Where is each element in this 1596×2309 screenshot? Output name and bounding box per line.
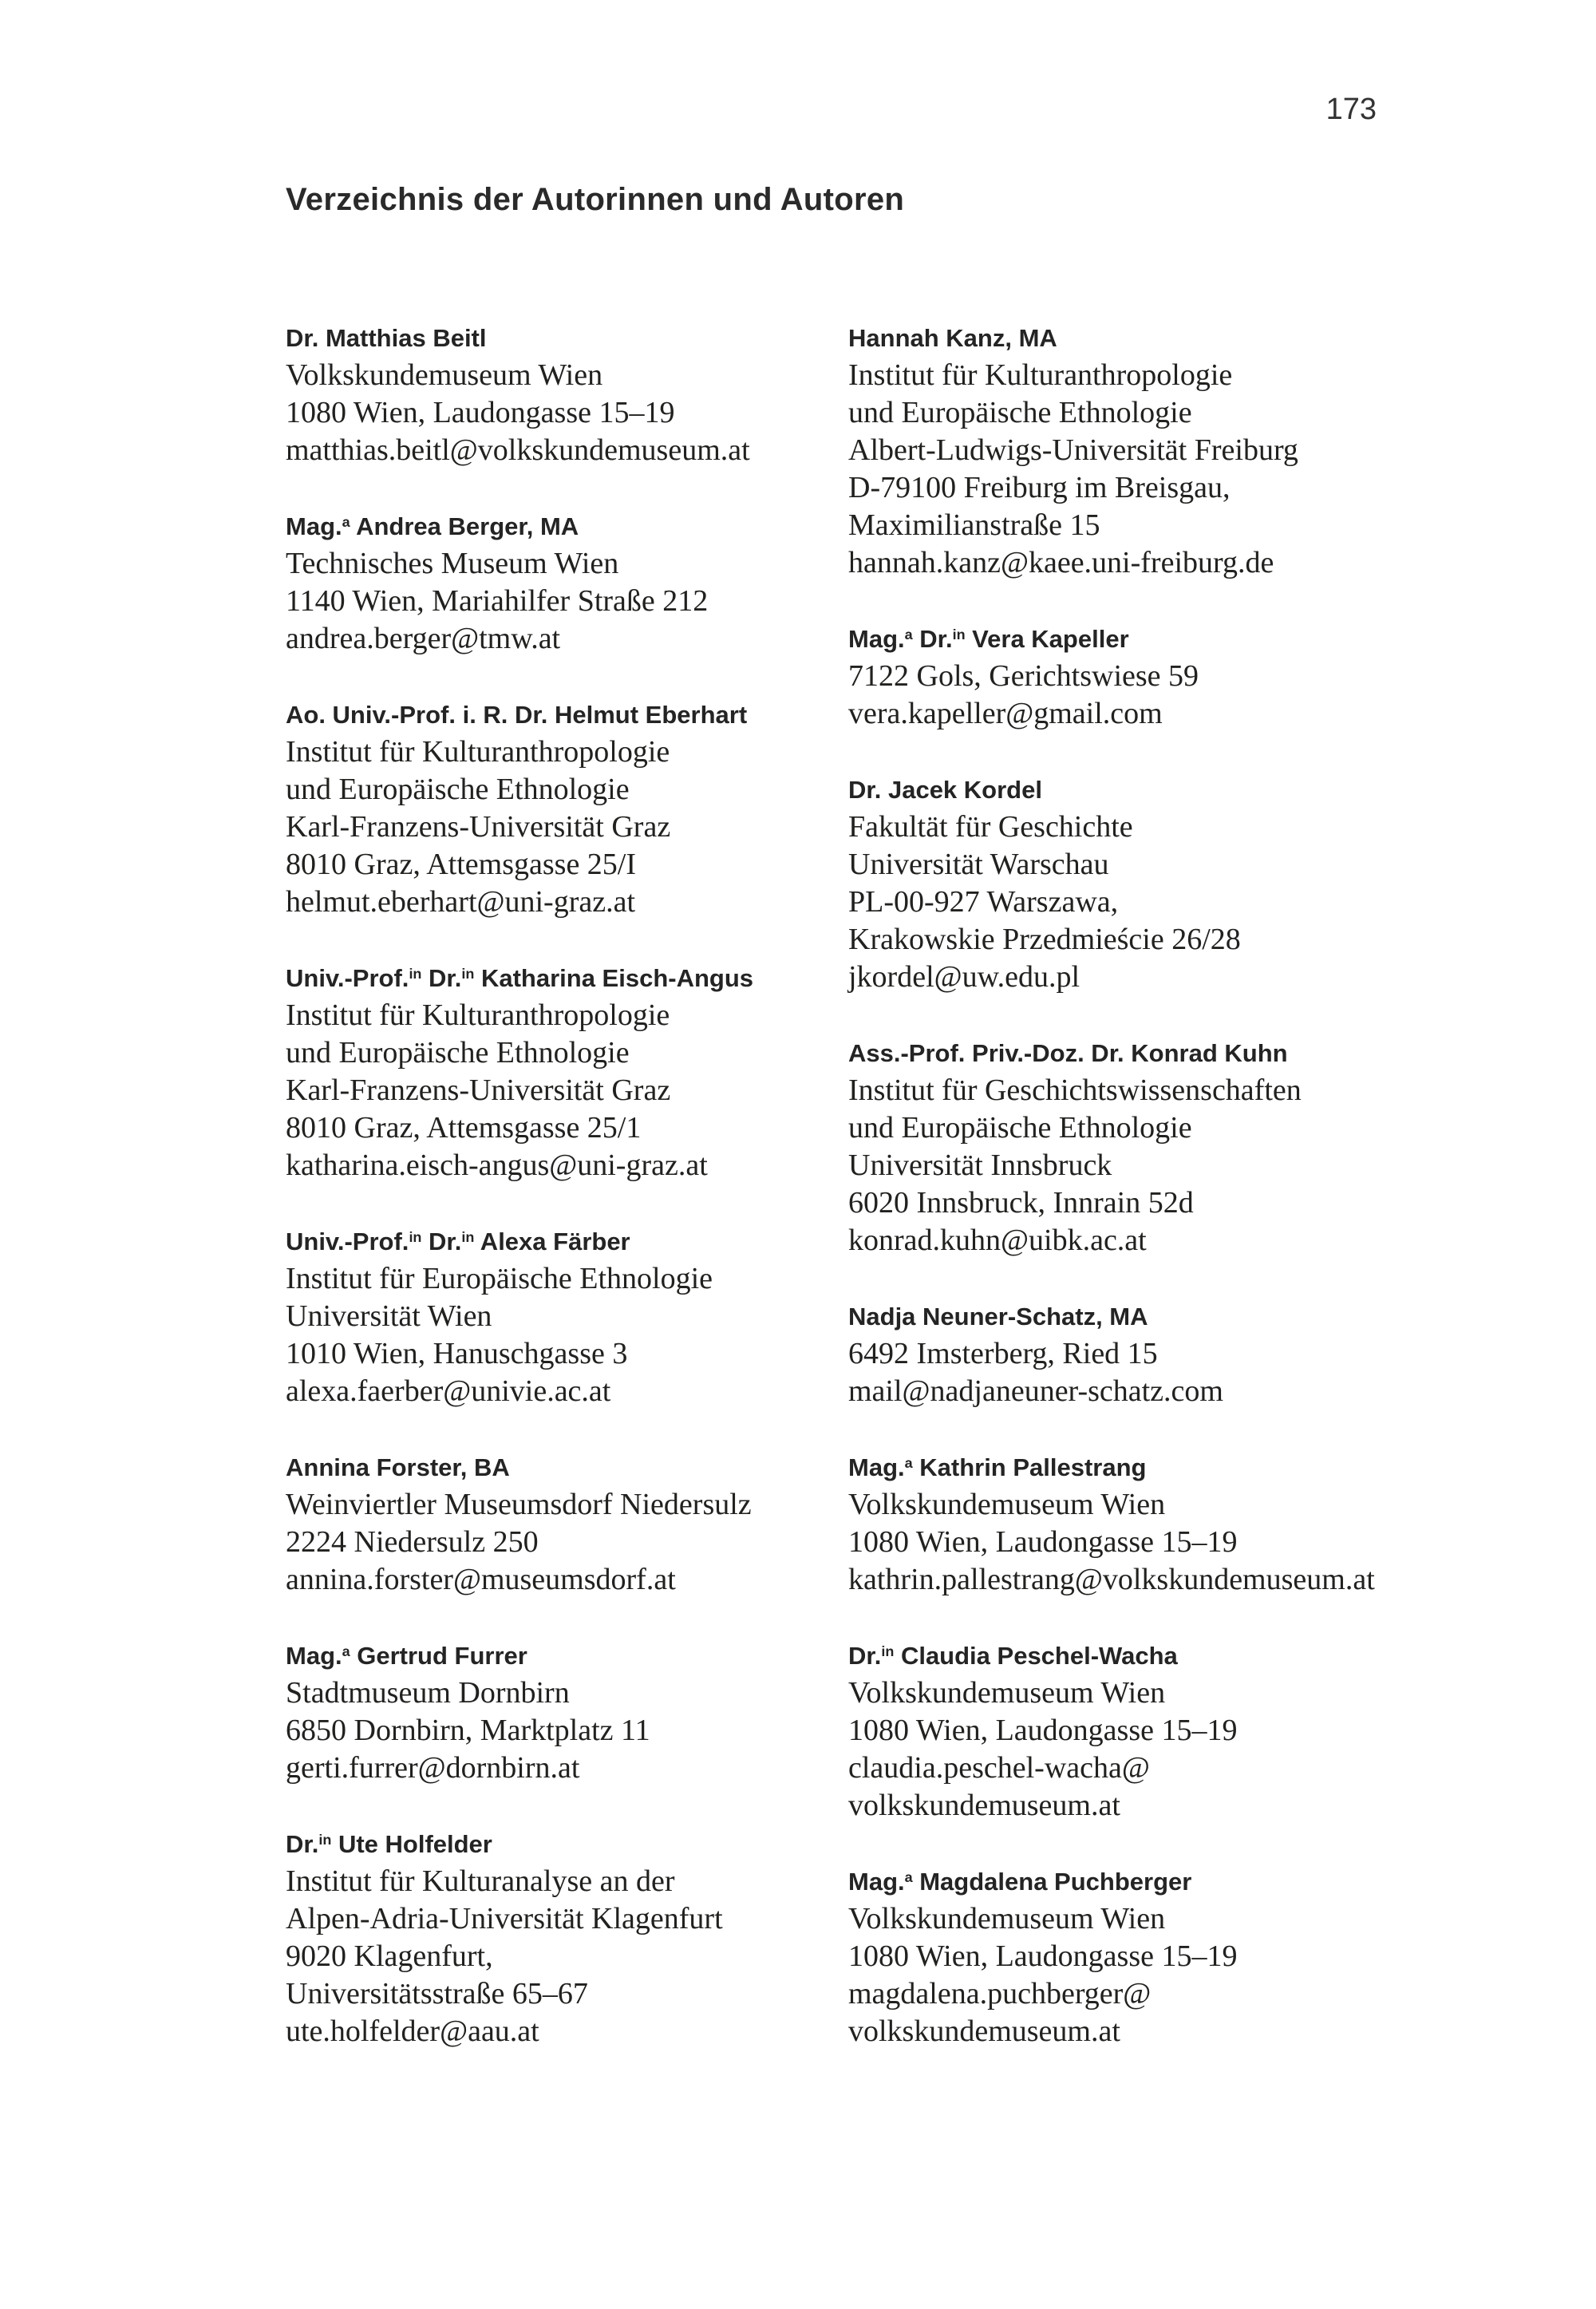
- left-column: [286, 319, 848, 2089]
- author-detail-line: 1080 Wien, Laudongasse 15–19: [286, 396, 675, 429]
- name-superscript: in: [409, 1229, 422, 1246]
- name-superscript: in: [318, 1832, 332, 1848]
- name-superscript: in: [409, 966, 422, 983]
- author-entry: [848, 1034, 1423, 1259]
- author-detail-line: Institut für Geschichtswissenschaften: [848, 1073, 1302, 1107]
- author-name: Univ.-Prof.$^{in}$ Dr.$^{in}$ Alexa Färber: [286, 1228, 630, 1255]
- author-detail-line: Institut für Kulturanthropologie: [848, 358, 1233, 392]
- author-detail-line: Alpen-Adria-Universität Klagenfurt: [286, 1902, 723, 1935]
- author-email: ute.holfelder@aau.at: [286, 2014, 539, 2048]
- author-email: hannah.kanz@kaee.uni-freiburg.de: [848, 546, 1274, 579]
- name-superscript: a: [904, 1455, 913, 1472]
- author-name: Ass.-Prof. Priv.-Doz. Dr. Konrad Kuhn: [848, 1039, 1288, 1067]
- author-detail-line: Institut für Europäische Ethnologie: [286, 1262, 713, 1295]
- author-detail-line: 2224 Niedersulz 250: [286, 1525, 539, 1559]
- author-detail-line: 1140 Wien, Mariahilfer Straße 212: [286, 584, 709, 618]
- name-superscript: a: [904, 1869, 913, 1886]
- author-entry: [286, 1223, 848, 1410]
- author-name: Mag.$^a$ Andrea Berger, MA: [286, 512, 579, 540]
- name-superscript: in: [952, 627, 966, 643]
- author-name: Mag.$^a$ Kathrin Pallestrang: [848, 1453, 1147, 1481]
- author-detail-line: Universität Wien: [286, 1299, 492, 1333]
- name-superscript: a: [904, 627, 913, 643]
- author-entry: [286, 1449, 848, 1599]
- name-superscript: in: [461, 966, 475, 983]
- author-detail-line: Institut für Kulturanalyse an der: [286, 1864, 675, 1898]
- author-detail-line: 9020 Klagenfurt,: [286, 1939, 493, 1973]
- author-entry: [848, 1637, 1423, 1825]
- author-detail-line: Volkskundemuseum Wien: [848, 1488, 1166, 1521]
- author-email: konrad.kuhn@uibk.ac.at: [848, 1224, 1147, 1257]
- author-name: Hannah Kanz, MA: [848, 324, 1057, 352]
- author-entry: [286, 1825, 848, 2050]
- author-entry: [848, 1298, 1423, 1410]
- author-detail-line: 1010 Wien, Hanuschgasse 3: [286, 1337, 628, 1370]
- author-detail-line: Volkskundemuseum Wien: [286, 358, 603, 392]
- author-detail-line: Karl-Franzens-Universität Graz: [286, 1073, 671, 1107]
- author-detail-line: Weinviertler Museumsdorf Niedersulz: [286, 1488, 752, 1521]
- author-detail-line: volkskundemuseum.at: [848, 2014, 1120, 2048]
- author-entry: [848, 1449, 1423, 1599]
- author-detail-line: Universität Innsbruck: [848, 1149, 1112, 1182]
- author-email: helmut.eberhart@uni-graz.at: [286, 885, 636, 919]
- author-name: Annina Forster, BA: [286, 1453, 510, 1481]
- author-detail-line: 8010 Graz, Attemsgasse 25/1: [286, 1111, 642, 1145]
- author-detail-line: 1080 Wien, Laudongasse 15–19: [848, 1939, 1238, 1973]
- name-superscript: in: [881, 1643, 895, 1660]
- author-detail-line: 8010 Graz, Attemsgasse 25/I: [286, 848, 637, 881]
- page-title: Verzeichnis der Autorinnen und Autoren: [286, 182, 905, 217]
- author-name: Dr. Matthias Beitl: [286, 324, 487, 352]
- author-detail-line: Maximilianstraße 15: [848, 508, 1100, 542]
- author-detail-line: Fakultät für Geschichte: [848, 810, 1133, 844]
- author-name: Dr.$^{in}$ Claudia Peschel-Wacha: [848, 1642, 1178, 1670]
- author-detail-line: 6492 Imsterberg, Ried 15: [848, 1337, 1158, 1370]
- author-email: jkordel@uw.edu.pl: [848, 960, 1080, 994]
- author-detail-line: Volkskundemuseum Wien: [848, 1676, 1166, 1710]
- name-superscript: in: [461, 1229, 475, 1246]
- author-name: Mag.$^a$ Magdalena Puchberger: [848, 1868, 1192, 1896]
- author-entry: [286, 959, 848, 1184]
- right-column: [848, 319, 1423, 2089]
- author-detail-line: Stadtmuseum Dornbirn: [286, 1676, 570, 1710]
- author-email: annina.forster@museumsdorf.at: [286, 1563, 676, 1596]
- author-name: Dr.$^{in}$ Ute Holfelder: [286, 1830, 492, 1858]
- author-entry: [848, 319, 1423, 582]
- author-name: Univ.-Prof.$^{in}$ Dr.$^{in}$ Katharina Eisch-Angus: [286, 964, 754, 992]
- author-detail-line: und Europäische Ethnologie: [286, 773, 630, 806]
- author-entry: [286, 1637, 848, 1787]
- author-email: claudia.peschel-wacha@: [848, 1751, 1150, 1785]
- author-entry: [848, 620, 1423, 733]
- author-directory: [286, 319, 1436, 2089]
- author-detail-line: Volkskundemuseum Wien: [848, 1902, 1166, 1935]
- author-email: mail@nadjaneuner-schatz.com: [848, 1374, 1223, 1408]
- author-detail-line: 1080 Wien, Laudongasse 15–19: [848, 1714, 1238, 1747]
- author-detail-line: Albert-Ludwigs-Universität Freiburg: [848, 433, 1298, 467]
- author-detail-line: 7122 Gols, Gerichtswiese 59: [848, 659, 1199, 693]
- author-detail-line: 1080 Wien, Laudongasse 15–19: [848, 1525, 1238, 1559]
- name-superscript: a: [342, 1643, 350, 1660]
- author-email: magdalena.puchberger@: [848, 1977, 1152, 2010]
- author-entry: [286, 319, 848, 469]
- author-detail-line: PL-00-927 Warszawa,: [848, 885, 1119, 919]
- author-detail-line: und Europäische Ethnologie: [848, 1111, 1192, 1145]
- author-detail-line: Institut für Kulturanthropologie: [286, 735, 670, 769]
- author-entry: [286, 696, 848, 921]
- name-superscript: a: [342, 514, 350, 531]
- author-detail-line: D-79100 Freiburg im Breisgau,: [848, 471, 1231, 504]
- author-email: alexa.faerber@univie.ac.at: [286, 1374, 611, 1408]
- author-name: Dr. Jacek Kordel: [848, 776, 1042, 804]
- author-detail-line: Karl-Franzens-Universität Graz: [286, 810, 671, 844]
- author-detail-line: Technisches Museum Wien: [286, 547, 619, 580]
- author-entry: [848, 771, 1423, 996]
- author-email: kathrin.pallestrang@volkskundemuseum.at: [848, 1563, 1375, 1596]
- author-email: katharina.eisch-angus@uni-graz.at: [286, 1149, 708, 1182]
- author-detail-line: Institut für Kulturanthropologie: [286, 998, 670, 1032]
- author-entry: [286, 508, 848, 658]
- page-number: 173: [1325, 93, 1377, 126]
- author-name: Mag.$^a$ Dr.$^{in}$ Vera Kapeller: [848, 625, 1129, 653]
- author-detail-line: Universität Warschau: [848, 848, 1109, 881]
- author-detail-line: Universitätsstraße 65–67: [286, 1977, 588, 2010]
- author-name: Nadja Neuner-Schatz, MA: [848, 1303, 1148, 1330]
- author-email: matthias.beitl@volkskundemuseum.at: [286, 433, 750, 467]
- author-detail-line: 6020 Innsbruck, Innrain 52d: [848, 1186, 1194, 1220]
- author-email: andrea.berger@tmw.at: [286, 622, 561, 655]
- author-name: Ao. Univ.-Prof. i. R. Dr. Helmut Eberhart: [286, 701, 748, 729]
- author-name: Mag.$^a$ Gertrud Furrer: [286, 1642, 527, 1670]
- author-detail-line: und Europäische Ethnologie: [286, 1036, 630, 1069]
- author-entry: [848, 1863, 1423, 2050]
- author-detail-line: Krakowskie Przedmieście 26/28: [848, 923, 1241, 956]
- author-detail-line: und Europäische Ethnologie: [848, 396, 1192, 429]
- author-email: vera.kapeller@gmail.com: [848, 697, 1163, 730]
- author-detail-line: volkskundemuseum.at: [848, 1789, 1120, 1822]
- author-detail-line: 6850 Dornbirn, Marktplatz 11: [286, 1714, 650, 1747]
- author-email: gerti.furrer@dornbirn.at: [286, 1751, 580, 1785]
